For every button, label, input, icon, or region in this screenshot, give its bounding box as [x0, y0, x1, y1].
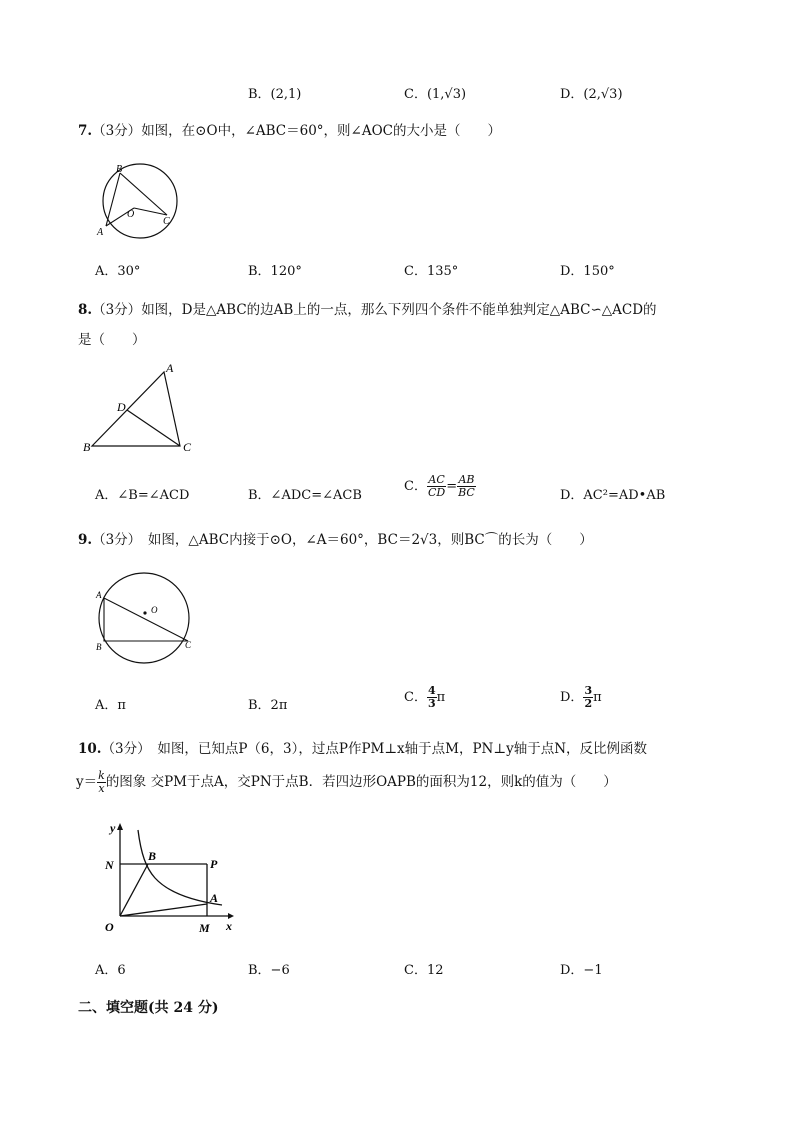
q10-option-b: B．−6	[248, 963, 290, 978]
q9-text: 如图，△ABC内接于⊙O，∠A＝60°，BC＝2√3，则BC⌒的长为（ ）	[134, 532, 593, 548]
q9-option-d: D． $\frac{3}{2}$ π	[560, 684, 602, 710]
q7-option-a: A．30°	[95, 264, 141, 279]
q10-option-a: A．6	[95, 963, 126, 978]
q9-label-b: B	[96, 642, 102, 652]
section-fill-in-title: 二、填空题(共 24 分)	[78, 1000, 219, 1016]
q9-label-o: O	[151, 605, 158, 615]
q7-text: 如图，在⊙O中，∠ABC＝60°，则∠AOC的大小是（ ）	[141, 123, 502, 139]
q8-label-d: D	[117, 400, 126, 414]
q7-number: 7.	[78, 123, 93, 139]
q7-label-c: C	[163, 216, 170, 227]
q10-label-p: P	[210, 857, 218, 871]
q10-label-m: M	[199, 921, 210, 935]
q9-label-c: C	[185, 640, 192, 650]
q8-option-b: B．∠ADC=∠ACB	[248, 488, 362, 503]
q10-label-a: A	[210, 891, 219, 905]
q7-stem	[78, 121, 501, 141]
q9-option-c: C． $\frac{4}{3}$ π	[404, 684, 446, 710]
q10-label-y: y	[110, 821, 116, 835]
q7-label-o: O	[127, 209, 135, 220]
q8-option-c: C． $\frac{AC}{CD}$ = $\frac{AB}{BC}$	[404, 473, 475, 499]
q8-option-c-frac2: $\frac{AB}{BC}$	[458, 473, 475, 499]
q7-option-b: B．120°	[248, 264, 302, 279]
q8-score: （3分）	[92, 302, 142, 318]
q7-score: （3分）	[92, 123, 142, 139]
q7-label-a: A	[97, 227, 104, 238]
q10-label-b: B	[148, 849, 157, 863]
q8-figure	[80, 358, 200, 458]
q8-label-a: A	[166, 361, 174, 375]
q8-option-c-frac1: $\frac{AC}{CD}$	[427, 473, 446, 499]
q9-label-a: A	[96, 590, 102, 600]
q10-score: （3分）	[101, 741, 144, 757]
q8-option-d: D．AC²=AD•AB	[560, 488, 666, 503]
q9-option-a: A．π	[95, 698, 126, 713]
q9-stem	[78, 530, 593, 550]
q10-option-d: D．−1	[560, 963, 603, 978]
q10-text-line1: 如图，已知点P（6，3），过点P作PM⊥x轴于点M，PN⊥y轴于点N，反比例函数	[143, 741, 648, 757]
q8-stem-line1	[78, 300, 657, 320]
q10-fraction: $\frac{k}{x}$	[98, 769, 105, 795]
q7-figure	[94, 160, 184, 242]
q9-number: 9.	[78, 532, 93, 548]
q7-label-b: B	[116, 164, 123, 175]
q8-text-line1: 如图，D是△ABC的边AB上的一点，那么下列四个条件不能单独判定△ABC∽△ACD的	[141, 302, 657, 318]
q6-option-d: D．(2,√3)	[560, 87, 623, 102]
q10-label-o: O	[105, 920, 114, 934]
q9-score: （3分）	[92, 532, 135, 548]
q7-option-c: C．135°	[404, 264, 459, 279]
q9-option-c-frac: $\frac{4}{3}$	[427, 684, 436, 710]
q6-option-b: B．(2,1)	[248, 87, 302, 102]
q10-label-x: x	[226, 919, 232, 933]
q8-option-a: A．∠B=∠ACD	[95, 488, 190, 503]
q10-figure	[100, 820, 240, 938]
q9-figure	[92, 570, 202, 666]
q9-option-b: B．2π	[248, 698, 288, 713]
q10-label-n: N	[105, 858, 114, 872]
q8-number: 8.	[78, 302, 93, 318]
q8-label-c: C	[183, 440, 192, 454]
q10-option-c: C．12	[404, 963, 444, 978]
q6-option-c: C．(1,√3)	[404, 87, 467, 102]
q10-stem-line2: y＝ $\frac{k}{x}$ 的图象 交PM于点A，交PN于点B．若四边形OAPB的面积为12，则k的值为（ ）	[76, 769, 617, 795]
q8-text-line2: 是（ ）	[78, 332, 146, 348]
q10-number: 10.	[78, 741, 102, 757]
q7-option-d: D．150°	[560, 264, 615, 279]
q8-label-b: B	[83, 440, 91, 454]
q10-stem-line1	[78, 739, 647, 759]
q9-option-d-frac: $\frac{3}{2}$	[584, 684, 593, 710]
